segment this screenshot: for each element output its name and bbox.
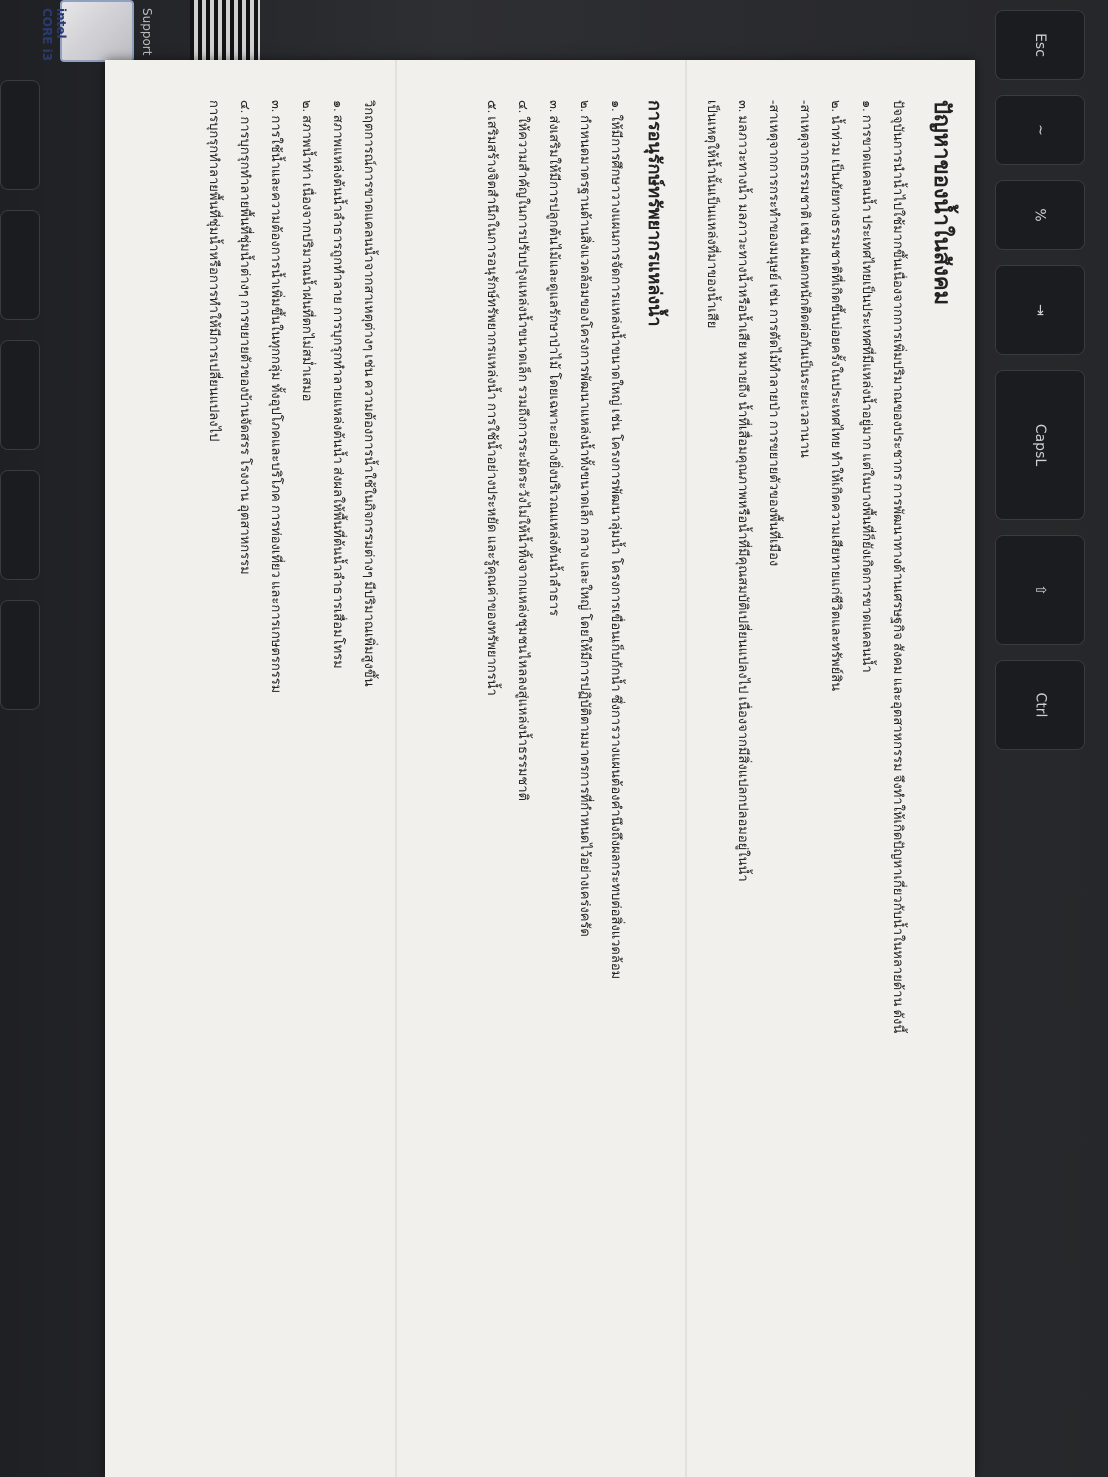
key-left-edge-1: [0, 80, 40, 190]
panel-right-para-5: ๓. มลภาวะทางน้ำ มลภาวะทางน้ำหรือน้ำเสีย หมายถึง น้ำที่เสื่อมคุณภาพหรือน้ำที่มีคุณสมบัติเปลี่ยนแปลงไป เนื่องจากมีสิ่งแปลกปลอมอยู่ในน้ำ: [736, 100, 751, 882]
panel-right-para-0: ปัจจุบันการนำน้ำไปใช้มากขึ้นเนื่องจากการเพิ่มปริมาณของประชากร การพัฒนาทางด้านเศรษฐกิจ สังคม และอุตสาหกรรม จึงทำให้เกิดปัญหาเกี่ยวกับน้ำในหลายด้าน ดังนี้: [891, 100, 906, 1034]
printed-leaflet: [105, 60, 975, 1477]
panel-right-para-3: -สาเหตุจากธรรมชาติ เช่น ฝนตกหนักติดต่อกันเป็นระยะเวลานาน: [798, 100, 813, 458]
panel-right-text: [692, 100, 960, 1440]
tab-arrow-icon: ⇥: [1031, 304, 1048, 316]
panel-left: [105, 60, 395, 1477]
intel-sticker-text: intel CORE i3: [40, 8, 68, 62]
panel-right: [685, 60, 975, 1477]
key-left-edge-2: [0, 210, 40, 320]
panel-middle-para-2: ๓. ส่งเสริมให้มีการปลูกต้นไม้และดูแลรักษาป่าไม้ โดยเฉพาะอย่างยิ่งบริเวณแหล่งต้นน้ำลำธาร: [547, 100, 562, 617]
key-shift[interactable]: [995, 535, 1085, 645]
key-esc-label: Esc: [1032, 33, 1048, 57]
key-left-edge-5: [0, 600, 40, 710]
key-ctrl[interactable]: [995, 660, 1085, 750]
key-tilde[interactable]: [995, 95, 1085, 165]
key-percent[interactable]: [995, 180, 1085, 250]
key-tilde-label: ~: [1031, 124, 1048, 136]
support-label: Support: [140, 8, 154, 56]
key-tab[interactable]: [995, 265, 1085, 355]
key-capslock[interactable]: [995, 370, 1085, 520]
panel-middle: [395, 60, 685, 1477]
shift-arrow-icon: ⇧: [1031, 584, 1048, 596]
key-left-edge-4: [0, 470, 40, 580]
panel-middle-para-0: ๑. ให้มีการศึกษาวางแผนการจัดการแหล่งน้ำขนาดใหญ่ เช่น โครงการพัฒนาลุ่มน้ำ โครงการเขื่อนเก็บกักน้ำ ซึ่งการวางแผนต้องคำนึงถึงผลกระทบต่อสิ่งแวดล้อม: [609, 100, 624, 980]
panel-middle-para-4: ๕. เสริมสร้างจิตสำนึกในการอนุรักษ์ทรัพยากรแหล่งน้ำ การใช้น้ำอย่างประหยัด และรู้คุณค่าของทรัพยากรน้ำ: [485, 100, 500, 696]
panel-right-title: ปัญหาของน้ำในสังคม: [930, 100, 955, 306]
panel-left-para-2: ๒. สภาพน้ำท่า เนื่องจากปริมาณน้ำฝนที่ตกไม่สม่ำเสมอ: [300, 100, 315, 402]
panel-middle-para-1: ๒. กำหนดมาตรฐานด้านสิ่งแวดล้อมของโครงการพัฒนาแหล่งน้ำทั้งขนาดเล็ก กลาง และใหญ่ โดยให้มีการปฏิบัติตามมาตรการที่กำหนดไว้อย่างเคร่งครัด: [578, 100, 593, 937]
panel-left-para-0: วิกฤตการณ์การขาดแคลนน้ำจากสาเหตุต่างๆ เช่น ความต้องการน้ำใช้ในกิจกรรมต่างๆ มีปริมาณเพิ่มสูงขึ้น: [362, 100, 377, 687]
key-capslock-label: CapsL: [1032, 423, 1048, 467]
panel-left-text: [194, 100, 380, 1440]
panel-right-para-2: ๒. น้ำท่วม เป็นภัยทางธรรมชาติที่เกิดขึ้นบ่อยครั้งในประเทศไทย ทำให้เกิดความเสียหายแก่ชีวิตและทรัพย์สิน: [829, 100, 844, 692]
panel-left-para-3: ๓. การใช้น้ำและความต้องการน้ำเพิ่มขึ้นในทุกกลุ่ม ทั้งอุปโภคและบริโภค การท่องเที่ยว และการเกษตรกรรม: [269, 100, 284, 694]
key-esc[interactable]: [995, 10, 1085, 80]
panel-middle-text: [472, 100, 670, 1440]
panel-middle-title: การอนุรักษ์ทรัพยากรแหล่งน้ำ: [645, 100, 665, 327]
key-left-edge-3: [0, 340, 40, 450]
panel-right-para-6: เป็นเหตุให้น้ำนั้นเป็นแหล่งที่มาของน้ำเสีย: [705, 100, 720, 329]
panel-left-para-1: ๑. สภาพแหล่งต้นน้ำลำธารถูกทำลาย การบุกรุกทำลายแหล่งต้นน้ำ ส่งผลให้พื้นที่ต้นน้ำลำธารเสื่อมโทรม: [331, 100, 346, 669]
panel-left-para-4: ๔. การบุกรุกทำลายพื้นที่ชุ่มน้ำต่างๆ การขยายตัวของบ้านจัดสรร โรงงาน อุตสาหกรรม: [238, 100, 253, 575]
panel-left-para-5: การบุกรุกทำลายพื้นที่ชุ่มน้ำหรือการทำให้มีการเปลี่ยนแปลงไป: [207, 100, 222, 442]
panel-right-para-4: -สาเหตุจากการกระทำของมนุษย์ เช่น การตัดไม้ทำลายป่า การขยายตัวของพื้นที่เมือง: [767, 100, 782, 567]
key-ctrl-label: Ctrl: [1031, 692, 1048, 718]
panel-right-para-1: ๑. การขาดแคลนน้ำ ประเทศไทยเป็นประเทศที่มีแหล่งน้ำอยู่มาก แต่ในบางพื้นที่ก็ยังเกิดการขาดแคลนน้ำ: [860, 100, 875, 673]
panel-middle-para-3: ๔. ให้ความสำคัญในการปรับปรุงแหล่งน้ำขนาดเล็ก รวมถึงการระมัดระวังไม่ให้น้ำทิ้งจากแหล่งชุมชนไหลลงสู่แหล่งน้ำธรรมชาติ: [516, 100, 531, 801]
qr-code-sticker: [190, 0, 260, 60]
intel-sticker: [40, 0, 134, 62]
key-percent-label: %: [1032, 208, 1048, 222]
